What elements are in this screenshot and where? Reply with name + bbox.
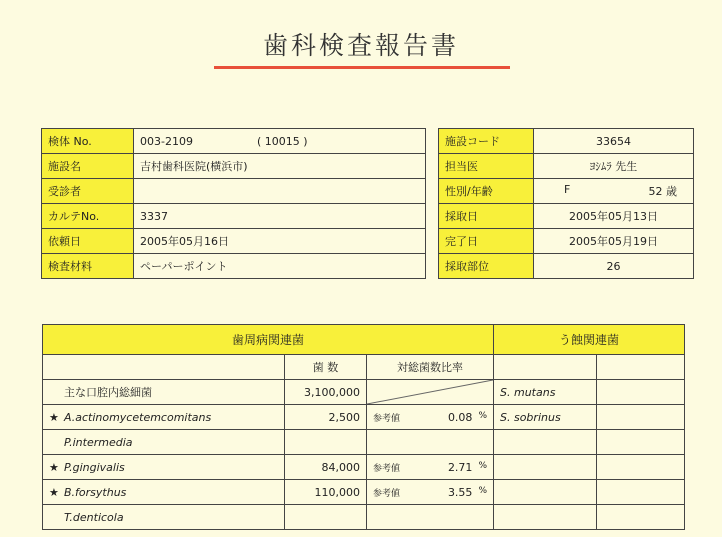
bacteria-name-cell bbox=[43, 505, 285, 530]
bacteria-count: 110,000 bbox=[285, 480, 367, 505]
bacteria-row bbox=[43, 505, 685, 530]
info-label: 完了日 bbox=[439, 229, 534, 254]
report-title: 歯科検査報告書 bbox=[262, 31, 459, 60]
bacteria-row bbox=[43, 405, 685, 430]
caries-value bbox=[597, 455, 685, 480]
info-row bbox=[42, 129, 694, 154]
info-value: 26 bbox=[534, 254, 694, 279]
star-marker: ★ bbox=[49, 460, 59, 474]
info-value: 2005年05月13日 bbox=[534, 204, 694, 229]
caries-bacteria-name bbox=[494, 430, 597, 455]
info-label: 検査材料 bbox=[42, 254, 134, 279]
ref-label: 参考値 bbox=[373, 413, 401, 424]
caries-blank-cell bbox=[597, 355, 685, 380]
info-value bbox=[134, 154, 426, 179]
info-label: 受診者 bbox=[42, 179, 134, 204]
column-gap bbox=[426, 254, 439, 279]
info-label: 採取部位 bbox=[439, 254, 534, 279]
count-header: 菌 数 bbox=[285, 355, 367, 380]
info-label: 依頼日 bbox=[42, 229, 134, 254]
ratio-cell bbox=[367, 405, 494, 430]
star-marker: ★ bbox=[49, 485, 59, 499]
sex-age-value bbox=[534, 179, 694, 204]
ratio-cell bbox=[367, 480, 494, 505]
info-row bbox=[42, 229, 694, 254]
column-gap bbox=[426, 154, 439, 179]
info-value: ﾖｼﾑﾗ 先生 bbox=[534, 154, 694, 179]
bacteria-row bbox=[43, 455, 685, 480]
percent-unit: % bbox=[478, 410, 487, 421]
info-label: 施設コード bbox=[439, 129, 534, 154]
bacteria-count bbox=[285, 505, 367, 530]
info-value bbox=[134, 129, 426, 154]
column-gap bbox=[426, 129, 439, 154]
percent-unit: % bbox=[478, 460, 487, 471]
ratio-cell bbox=[367, 505, 494, 530]
star-marker: ★ bbox=[49, 410, 59, 424]
bacteria-name-cell bbox=[43, 455, 285, 480]
diagonal-line bbox=[367, 380, 493, 404]
ref-label: 参考値 bbox=[373, 488, 401, 499]
info-value bbox=[134, 179, 426, 204]
column-gap bbox=[426, 229, 439, 254]
info-row bbox=[42, 179, 694, 204]
caries-value bbox=[597, 480, 685, 505]
ratio-value: 3.55 bbox=[447, 485, 473, 499]
info-value-text: ペーパーポイント bbox=[140, 260, 228, 273]
info-value: 33654 bbox=[534, 129, 694, 154]
caries-bacteria-name: S. sobrinus bbox=[494, 405, 597, 430]
bacteria-name: T.denticola bbox=[64, 510, 124, 524]
bacteria-row bbox=[43, 380, 685, 405]
info-label: 性別/年齢 bbox=[439, 179, 534, 204]
info-value bbox=[134, 254, 426, 279]
info-label: 検体 No. bbox=[42, 129, 134, 154]
caries-bacteria-name bbox=[494, 480, 597, 505]
bacteria-name: 主な口腔内総細菌 bbox=[64, 386, 152, 399]
ratio-value: 0.08 bbox=[447, 410, 473, 424]
sex-value: F bbox=[564, 183, 571, 196]
bacteria-name: B.forsythus bbox=[64, 485, 127, 499]
info-value bbox=[134, 204, 426, 229]
bacteria-name: P.gingivalis bbox=[64, 460, 125, 474]
ratio-cell bbox=[367, 455, 494, 480]
info-value-text: 003-2109 bbox=[140, 134, 193, 148]
info-row bbox=[42, 204, 694, 229]
info-label: 採取日 bbox=[439, 204, 534, 229]
column-gap bbox=[426, 204, 439, 229]
caries-value bbox=[597, 430, 685, 455]
ratio-cell bbox=[367, 380, 494, 405]
caries-value bbox=[597, 405, 685, 430]
age-value: 52 歳 bbox=[648, 185, 677, 198]
ratio-header: 対総菌数比率 bbox=[367, 355, 494, 380]
ref-label: 参考値 bbox=[373, 463, 401, 474]
info-table bbox=[41, 128, 694, 279]
bacteria-row bbox=[43, 480, 685, 505]
caries-header: う蝕関連菌 bbox=[494, 325, 685, 355]
bacteria-count bbox=[285, 430, 367, 455]
info-label: 施設名 bbox=[42, 154, 134, 179]
info-row bbox=[42, 254, 694, 279]
info-value bbox=[134, 229, 426, 254]
bacteria-row bbox=[43, 430, 685, 455]
caries-value bbox=[597, 505, 685, 530]
caries-bacteria-name: S. mutans bbox=[494, 380, 597, 405]
info-value-text: 2005年05月16日 bbox=[140, 235, 229, 248]
info-row bbox=[42, 154, 694, 179]
ratio-value: 2.71 bbox=[447, 460, 473, 474]
blank-header-cell bbox=[43, 355, 285, 380]
info-value-extra: ( 10015 ) bbox=[256, 134, 308, 148]
info-label: カルテNo. bbox=[42, 204, 134, 229]
bacteria-count: 3,100,000 bbox=[285, 380, 367, 405]
title-underline bbox=[214, 66, 510, 69]
percent-unit: % bbox=[478, 485, 487, 496]
caries-bacteria-name bbox=[494, 455, 597, 480]
caries-value bbox=[597, 380, 685, 405]
info-value-text: 吉村歯科医院(横浜市) bbox=[140, 160, 248, 173]
caries-blank-cell bbox=[494, 355, 597, 380]
bacteria-name-cell bbox=[43, 480, 285, 505]
periodontal-header: 歯周病関連菌 bbox=[43, 325, 494, 355]
info-value-text: 3337 bbox=[140, 209, 168, 223]
bacteria-count: 84,000 bbox=[285, 455, 367, 480]
bacteria-count: 2,500 bbox=[285, 405, 367, 430]
bacteria-table bbox=[42, 324, 685, 530]
bacteria-name-cell bbox=[43, 405, 285, 430]
ratio-cell bbox=[367, 430, 494, 455]
column-gap bbox=[426, 179, 439, 204]
info-label: 担当医 bbox=[439, 154, 534, 179]
bacteria-name-cell bbox=[43, 380, 285, 405]
bacteria-name: P.intermedia bbox=[64, 435, 133, 449]
info-value: 2005年05月19日 bbox=[534, 229, 694, 254]
bacteria-name-cell bbox=[43, 430, 285, 455]
bacteria-name: A.actinomycetemcomitans bbox=[64, 410, 212, 424]
caries-bacteria-name bbox=[494, 505, 597, 530]
